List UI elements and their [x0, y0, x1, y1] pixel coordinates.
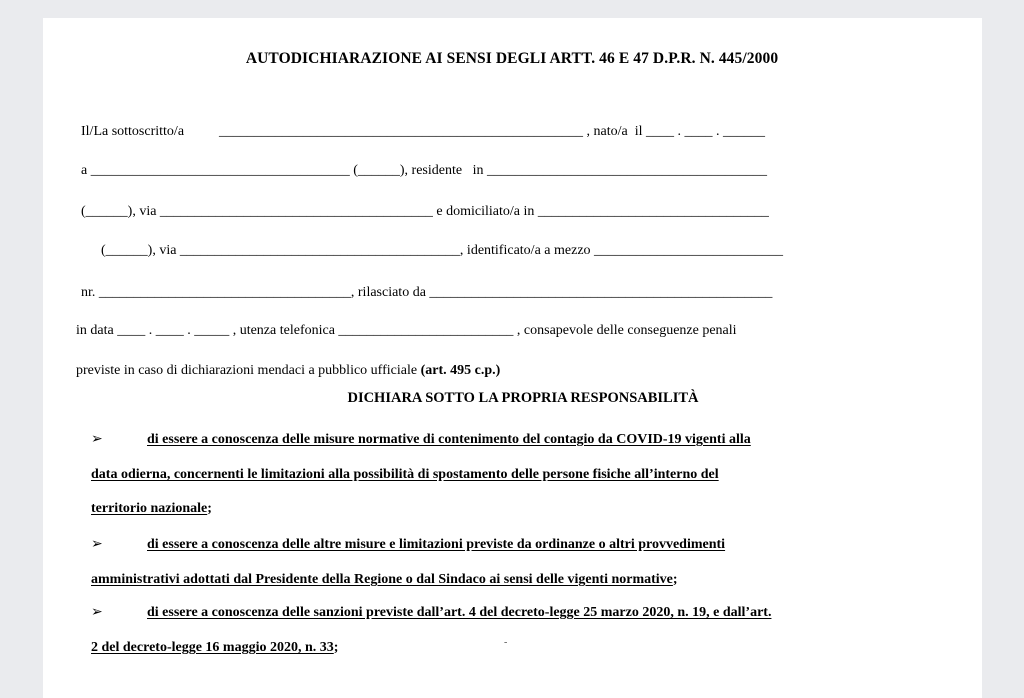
bullet-3-end: ;	[333, 640, 339, 655]
document-title: AUTODICHIARAZIONE AI SENSI DEGLI ARTT. 46 E 47 D.P.R. N. 445/2000	[245, 50, 779, 67]
bullet-2-line-2-text: amministrativi adottati dal Presidente della Regione o dal Sindaco ai sensi delle vigenti normative	[91, 572, 673, 587]
bullet-3-line-2	[91, 639, 338, 657]
form-line-birthplace: a _____________________________________ (______), residente in ________________________________________	[81, 163, 767, 178]
bullet-3-line-2-text: 2 del decreto-legge 16 maggio 2020, n. 33	[91, 640, 334, 655]
penalty-text: previste in caso di dichiarazioni mendaci a pubblico ufficiale	[76, 363, 418, 378]
bullet-2-line-2	[91, 571, 678, 589]
document-page	[43, 18, 982, 698]
bullet-arrow-icon: ➢	[91, 537, 103, 552]
bullet-2-line-1: di essere a conoscenza delle altre misure e limitazioni previste da ordinanze o altri provvedimenti	[147, 537, 726, 552]
stray-mark: -	[504, 637, 508, 648]
bullet-2-end: ;	[672, 572, 678, 587]
bullet-3-line-1: di essere a conoscenza delle sanzioni previste dall’art. 4 del decreto-legge 25 marzo 2020, n. 19, e dall’art.	[147, 605, 772, 620]
penalty-line	[76, 362, 500, 380]
penalty-reference: (art. 495 c.p.)	[420, 363, 501, 378]
form-line-date-phone: in data ____ . ____ . _____ , utenza telefonica _________________________ , consapevole delle conseguenze penali	[76, 323, 737, 338]
bullet-arrow-icon: ➢	[91, 605, 103, 620]
form-line-name: Il/La sottoscritto/a ____________________________________________________ , nato/a il ____ . ____ . ______	[81, 124, 766, 139]
bullet-1-line-3	[91, 500, 212, 518]
form-line-document-number: nr. ____________________________________, rilasciato da _________________________________________________	[81, 285, 773, 300]
bullet-arrow-icon: ➢	[91, 432, 103, 447]
declaration-heading: DICHIARA SOTTO LA PROPRIA RESPONSABILITÀ	[347, 390, 699, 406]
form-line-residence: (______), via _______________________________________ e domiciliato/a in _________________________________	[81, 204, 769, 219]
bullet-1-line-3-text: territorio nazionale	[91, 501, 208, 516]
bullet-1-line-1: di essere a conoscenza delle misure normative di contenimento del contagio da COVID-19 vigenti alla	[147, 432, 751, 447]
form-line-domicile: (______), via ________________________________________, identificato/a a mezzo ___________________________	[101, 243, 784, 258]
bullet-1-line-2: data odierna, concernenti le limitazioni alla possibilità di spostamento delle persone fisiche all’interno del	[91, 467, 719, 482]
bullet-1-end: ;	[207, 501, 212, 516]
